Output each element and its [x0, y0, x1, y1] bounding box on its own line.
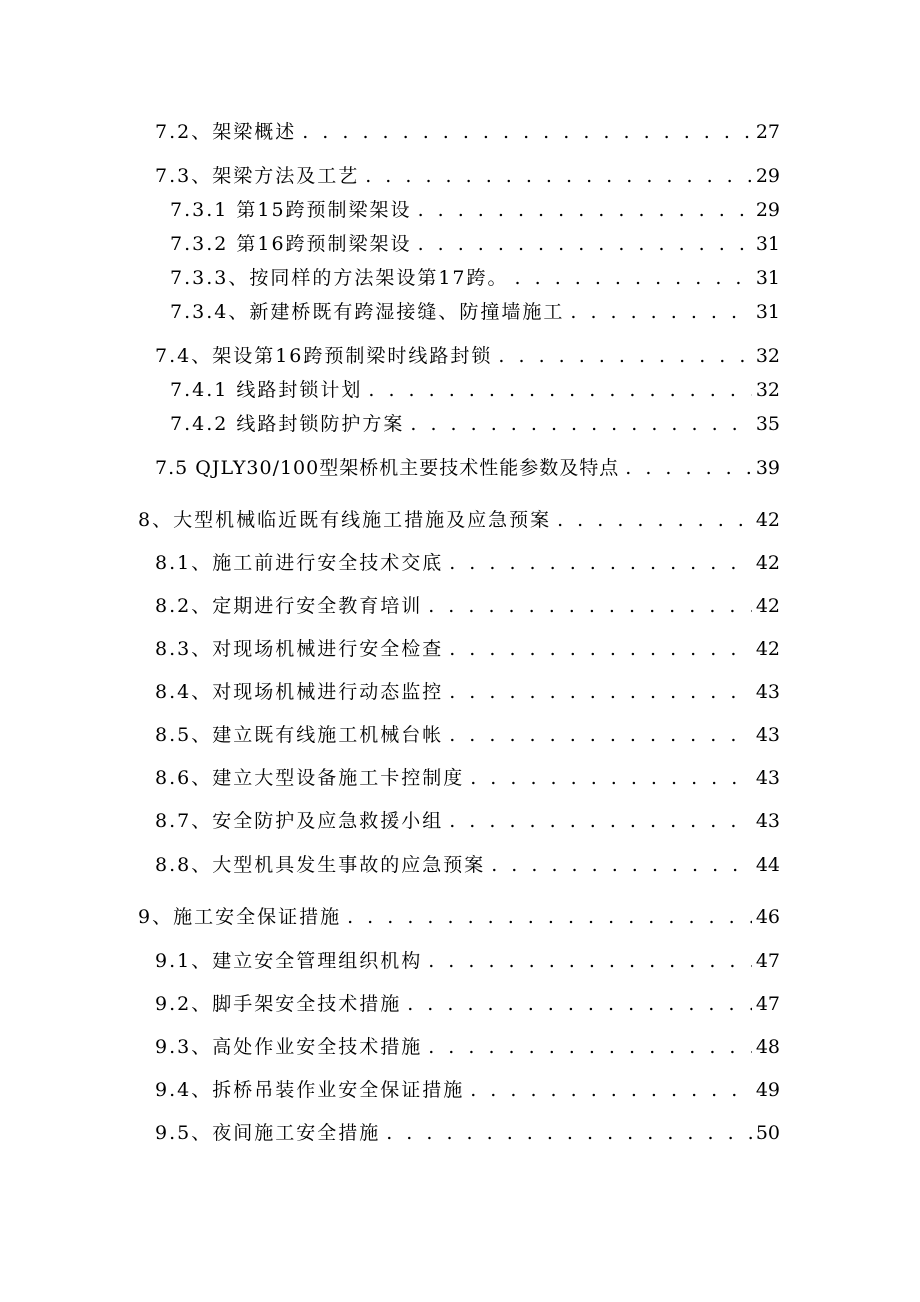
toc-entry-title: 8.6、建立大型设备施工卡控制度 — [155, 767, 465, 789]
toc-entry-title: 9.2、脚手架安全技术措施 — [155, 993, 402, 1015]
toc-entry-page: 43 — [755, 810, 780, 832]
toc-entry-8-7[interactable] — [155, 809, 780, 833]
toc-entry-9-2[interactable] — [155, 992, 780, 1016]
toc-dot-leader — [449, 551, 752, 575]
toc-dot-leader — [625, 456, 752, 480]
toc-entry-title: 7.3.3、按同样的方法架设第17跨。 — [170, 267, 509, 289]
toc-entry-title: 8.2、定期进行安全教育培训 — [155, 595, 423, 617]
toc-entry-page: 35 — [755, 413, 780, 435]
toc-entry-title: 7.2、架梁概述 — [155, 121, 297, 143]
toc-entry-8-1[interactable] — [155, 551, 780, 575]
toc-entry-page: 27 — [755, 121, 780, 143]
toc-dot-leader — [428, 1035, 752, 1059]
toc-dot-leader — [557, 508, 752, 532]
toc-entry-8-4[interactable] — [155, 680, 780, 704]
toc-entry-title: 7.3.2 第16跨预制梁架设 — [170, 233, 412, 255]
toc-entry-title: 7.4.2 线路封锁防护方案 — [170, 413, 405, 435]
toc-entry-page: 47 — [755, 950, 780, 972]
toc-entry-page: 50 — [755, 1122, 780, 1144]
toc-dot-leader — [410, 412, 751, 436]
toc-dot-leader — [449, 809, 752, 833]
toc-entry-7-5[interactable] — [155, 456, 780, 480]
toc-entry-7-4-2[interactable] — [170, 412, 780, 436]
toc-dot-leader — [347, 905, 752, 929]
toc-entry-9-5[interactable] — [155, 1121, 780, 1145]
toc-entry-page: 31 — [755, 233, 780, 255]
toc-dot-leader — [470, 1078, 752, 1102]
toc-entry-title: 9.5、夜间施工安全措施 — [155, 1122, 381, 1144]
toc-entry-page: 29 — [755, 165, 780, 187]
toc-entry-9-1[interactable] — [155, 949, 780, 973]
toc-entry-8-8[interactable] — [155, 853, 780, 877]
toc-entry-8[interactable] — [138, 508, 780, 532]
toc-dot-leader — [407, 992, 752, 1016]
toc-dot-leader — [470, 766, 752, 790]
toc-entry-page: 42 — [755, 595, 780, 617]
toc-entry-9[interactable] — [138, 905, 780, 929]
toc-dot-leader — [418, 198, 752, 222]
toc-dot-leader — [428, 949, 752, 973]
toc-entry-title: 7.4.1 线路封锁计划 — [170, 379, 363, 401]
toc-entry-title: 8.7、安全防护及应急救援小组 — [155, 810, 444, 832]
toc-entry-title: 8.4、对现场机械进行动态监控 — [155, 681, 444, 703]
toc-entry-page: 32 — [755, 345, 780, 367]
toc-entry-title: 7.3、架梁方法及工艺 — [155, 165, 360, 187]
toc-entry-page: 31 — [755, 267, 780, 289]
toc-dot-leader — [418, 232, 752, 256]
toc-entry-8-2[interactable] — [155, 594, 780, 618]
toc-entry-page: 42 — [755, 638, 780, 660]
toc-entry-title: 9.4、拆桥吊装作业安全保证措施 — [155, 1079, 465, 1101]
toc-entry-title: 8、大型机械临近既有线施工措施及应急预案 — [138, 509, 552, 531]
toc-entry-page: 42 — [755, 509, 780, 531]
toc-entry-title: 8.1、施工前进行安全技术交底 — [155, 552, 444, 574]
toc-entry-page: 42 — [755, 552, 780, 574]
toc-entry-page: 47 — [755, 993, 780, 1015]
toc-entry-7-4-1[interactable] — [170, 378, 780, 402]
toc-entry-title: 7.3.4、新建桥既有跨湿接缝、防撞墙施工 — [170, 301, 565, 323]
toc-entry-7-3-1[interactable] — [170, 198, 780, 222]
toc-entry-page: 31 — [755, 301, 780, 323]
toc-dot-leader — [368, 378, 751, 402]
toc-entry-page: 43 — [755, 767, 780, 789]
toc-entry-8-5[interactable] — [155, 723, 780, 747]
toc-entry-7-4[interactable] — [155, 344, 780, 368]
toc-dot-leader — [498, 344, 751, 368]
toc-entry-title: 8.5、建立既有线施工机械台帐 — [155, 724, 444, 746]
toc-entry-7-3[interactable] — [155, 164, 780, 188]
toc-entry-7-3-4[interactable] — [170, 300, 780, 324]
toc-dot-leader — [428, 594, 752, 618]
toc-entry-page: 44 — [755, 854, 780, 876]
toc-entry-8-6[interactable] — [155, 766, 780, 790]
toc-dot-leader — [515, 266, 752, 290]
toc-entry-page: 29 — [755, 199, 780, 221]
toc-dot-leader — [302, 120, 752, 144]
toc-entry-7-2[interactable] — [155, 120, 780, 144]
toc-entry-8-3[interactable] — [155, 637, 780, 661]
toc-entry-title: 8.3、对现场机械进行安全检查 — [155, 638, 444, 660]
toc-entry-title: 7.5 QJLY30/100型架桥机主要技术性能参数及特点 — [155, 457, 620, 479]
toc-entry-page: 43 — [755, 681, 780, 703]
toc-entry-title: 7.4、架设第16跨预制梁时线路封锁 — [155, 345, 493, 367]
toc-dot-leader — [386, 1121, 752, 1145]
toc-entry-page: 48 — [755, 1036, 780, 1058]
toc-entry-title: 8.8、大型机具发生事故的应急预案 — [155, 854, 486, 876]
toc-entry-page: 39 — [755, 457, 780, 479]
toc-entry-page: 49 — [755, 1079, 780, 1101]
toc-dot-leader — [491, 853, 752, 877]
toc-entry-7-3-3[interactable] — [170, 266, 780, 290]
toc-entry-9-3[interactable] — [155, 1035, 780, 1059]
toc-entry-title: 9、施工安全保证措施 — [138, 906, 342, 928]
toc-dot-leader — [365, 164, 752, 188]
toc-entry-title: 7.3.1 第15跨预制梁架设 — [170, 199, 412, 221]
toc-entry-9-4[interactable] — [155, 1078, 780, 1102]
toc-entry-page: 46 — [755, 906, 780, 928]
toc-entry-title: 9.1、建立安全管理组织机构 — [155, 950, 423, 972]
toc-entry-title: 9.3、高处作业安全技术措施 — [155, 1036, 423, 1058]
toc-entry-page: 32 — [755, 379, 780, 401]
toc-entry-7-3-2[interactable] — [170, 232, 780, 256]
toc-dot-leader — [449, 723, 752, 747]
toc-dot-leader — [449, 637, 752, 661]
toc-entry-page: 43 — [755, 724, 780, 746]
toc-dot-leader — [449, 680, 752, 704]
toc-dot-leader — [570, 300, 751, 324]
